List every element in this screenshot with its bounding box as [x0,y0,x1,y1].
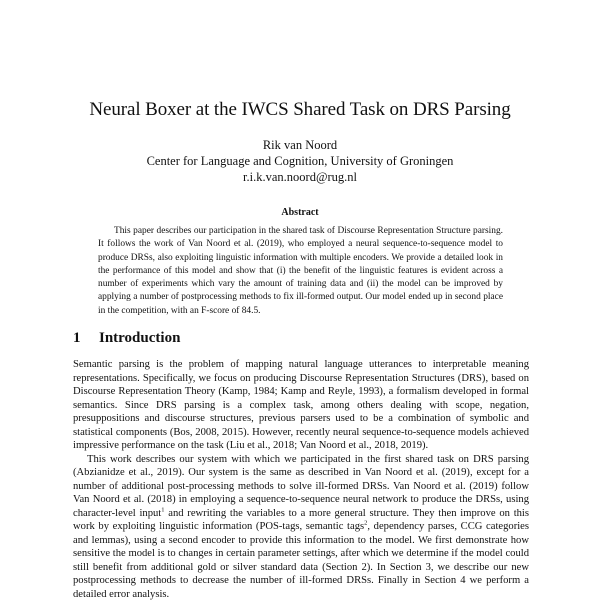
section-title: Introduction [99,330,180,346]
paragraph [73,453,529,601]
paragraph-text: This work describes our system with which we participated in the first shared task on DRS parsing (Abzianidze et al., 2019). Our system is the same as described in Van Noord et al. (2019), except for a number of additional post-processing methods to solve ill-formed DRSs. Van Noord et al. (2019) follow Van Noord et al. (2018) in employing a sequence-to-sequence neural network to produce the DRSs, using character-level input [73,454,529,519]
paper-title: Neural Boxer at the IWCS Shared Task on DRS Parsing [0,99,600,121]
paragraph: Semantic parsing is the problem of mapping natural language utterances to interpretable meaning representations. Specifically, we focus on producing Discourse Representation Structures (DRS), based on Discourse Representation Theory (Kamp, 1984; Kamp and Reyle, 1993), a formalism developed in formal semantics. Since DRS parsing is a complex task, among others dealing with scope, negation, presuppositions and discourse structures, previous parsers used to be a combination of symbolic and statistical components (Bos, 2008, 2015). However, recently neural sequence-to-sequence models achieved impressive performance on the task (Liu et al., 2018; Van Noord et al., 2018, 2019). [73,358,529,453]
paragraph-text: , dependency parses, CCG categories and lemmas), using a second encoder to provide this information to the model. We first demonstrate how sensitive the model is to changes in certain parameter settings, after which we determine if the model could still benefit from additional gold or silver standard data (Section 2). In Section 3, we describe our new postprocessing methods to decrease the number of ill-formed DRSs. Finally in Section 4 we perform a detailed error analysis. [73,521,529,600]
author-affiliation: Center for Language and Cognition, University of Groningen [0,153,600,169]
footnote-marker[interactable]: 2 [364,519,367,526]
author-block [0,137,600,185]
section-heading [73,330,180,347]
section-number: 1 [73,330,99,347]
author-email: r.i.k.van.noord@rug.nl [0,169,600,185]
section-body [73,358,529,601]
abstract-heading: Abstract [0,207,600,218]
author-name: Rik van Noord [0,137,600,153]
footnote-marker[interactable]: 1 [161,506,164,513]
abstract-body: This paper describes our participation in the shared task of Discourse Representation Structure parsing. It follows the work of Van Noord et al. (2019), who employed a neural sequence-to-sequence model to produce DRSs, also exploiting linguistic information with multiple encoders. We provide a detailed look in the performance of this model and show that (i) the benefit of the linguistic features is evident across a number of experiments which vary the amount of training data and (ii) the model can be improved by applying a number of postprocessing methods to fix ill-formed output. Our model ended up in second place in the competition, with an F-score of 84.5. [98,225,503,318]
paragraph-text: and rewriting the variables to a more general structure. They then improve on this work by exploiting linguistic information (POS-tags, semantic tags [73,508,529,533]
